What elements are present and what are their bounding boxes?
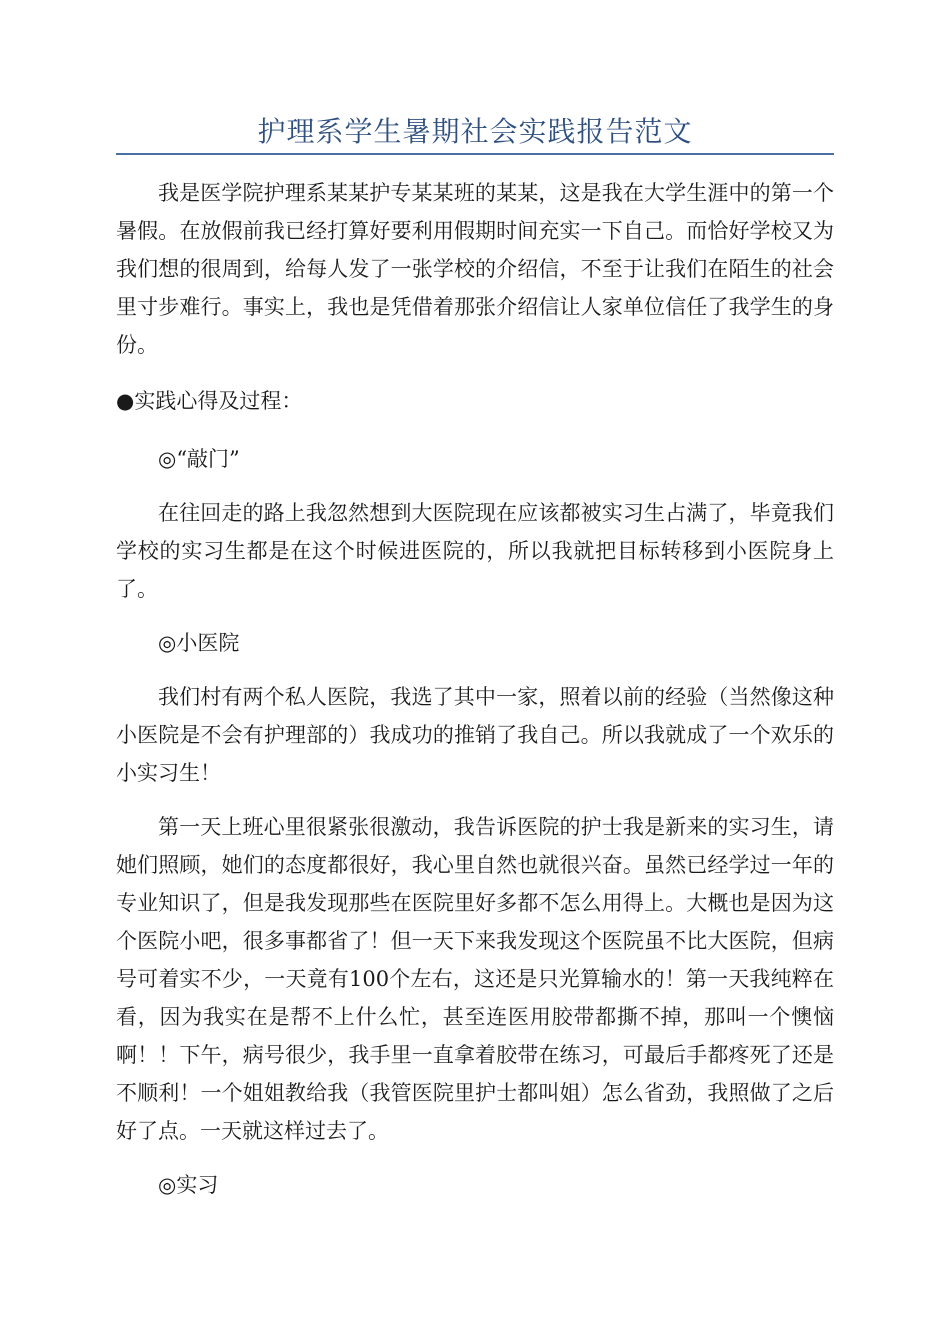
document-page: [116, 0, 834, 1344]
paragraph-village-hospital: 我们村有两个私人医院，我选了其中一家，照着以前的经验（当然像这种小医院是不会有护理部的）我成功的推销了我自己。所以我就成了一个欢乐的小实习生！: [116, 685, 834, 785]
section-heading-practice: ●实践心得及过程：: [116, 389, 303, 413]
paragraph-intro: 我是医学院护理系某某护专某某班的某某，这是我在大学生涯中的第一个暑假。在放假前我已经打算好要利用假期时间充实一下自己。而恰好学校又为我们想的很周到，给每人发了一张学校的介绍信，不至于让我们在陌生的社会里寸步难行。事实上，我也是凭借着那张介绍信让人家单位信任了我学生的身份。: [116, 181, 834, 357]
subheading-small-hospital: ◎小医院: [158, 631, 240, 655]
paragraph-first-day: 第一天上班心里很紧张很激动，我告诉医院的护士我是新来的实习生，请她们照顾，她们的态度都很好，我心里自然也就很兴奋。虽然已经学过一年的专业知识了，但是我发现那些在医院里好多都不怎么用得上。大概也是因为这个医院小吧，很多事都省了！但一天下来我发现这个医院虽不比大医院，但病号可着实不少，一天竟有100个左右，这还是只光算输水的！第一天我纯粹在看，因为我实在是帮不上什么忙，甚至连医用胶带都撕不掉，那叫一个懊恼啊！！下午，病号很少，我手里一直拿着胶带在练习，可最后手都疼死了还是不顺利！一个姐姐教给我（我管医院里护士都叫姐）怎么省劲，我照做了之后好了点。一天就这样过去了。: [116, 815, 834, 1143]
paragraph-return-route: 在往回走的路上我忽然想到大医院现在应该都被实习生占满了，毕竟我们学校的实习生都是在这个时候进医院的，所以我就把目标转移到小医院身上了。: [116, 501, 834, 601]
title-underline: [116, 153, 834, 155]
subheading-internship: ◎实习: [158, 1173, 219, 1197]
subheading-knock-door: ◎“敲门”: [158, 447, 240, 471]
document-title: 护理系学生暑期社会实践报告范文: [257, 115, 693, 148]
